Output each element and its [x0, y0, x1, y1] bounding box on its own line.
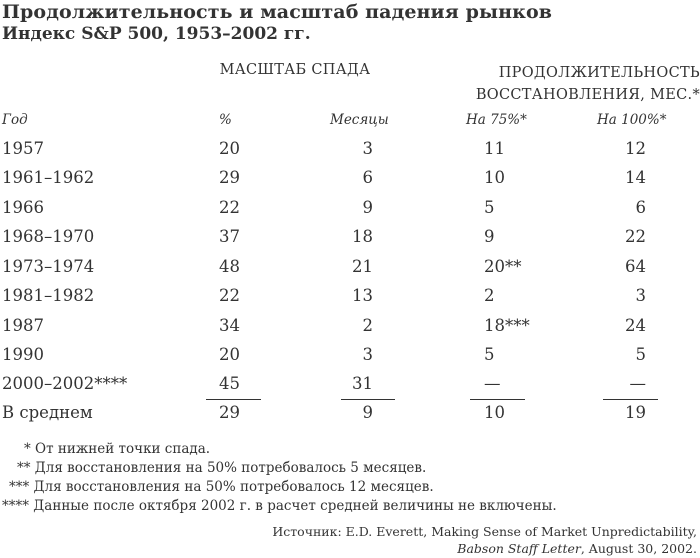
cell-year: 1966 — [2, 198, 44, 217]
source-publication: Babson Staff Letter — [457, 541, 581, 556]
average-months: 9 — [362, 403, 373, 422]
cell-months: 13 — [352, 286, 373, 305]
average-row — [0, 403, 700, 432]
cell-months: 2 — [362, 316, 373, 335]
cell-months: 31 — [352, 374, 373, 393]
cell-recovery-75: 20** — [484, 257, 522, 276]
cell-recovery-75: 5 — [484, 198, 495, 217]
cell-year: 1961–1962 — [2, 168, 95, 187]
column-header-recovery-75: На 75%* — [466, 112, 527, 128]
cell-percent: 22 — [219, 286, 240, 305]
cell-recovery-75: 11 — [484, 139, 505, 158]
table-row — [0, 198, 700, 227]
cell-percent: 22 — [219, 198, 240, 217]
cell-recovery-100: 6 — [635, 198, 646, 217]
rule-percent — [206, 399, 261, 400]
table-row — [0, 316, 700, 345]
cell-months: 3 — [362, 139, 373, 158]
cell-recovery-100: 24 — [625, 316, 646, 335]
average-recovery-100: 19 — [625, 403, 646, 422]
cell-year: 1957 — [2, 139, 44, 158]
cell-percent: 45 — [219, 374, 240, 393]
cell-recovery-75: 9 — [484, 227, 495, 246]
cell-percent: 20 — [219, 139, 240, 158]
column-header-recovery-100: На 100%* — [597, 112, 667, 128]
table-subtitle: Индекс S&P 500, 1953–2002 гг. — [2, 24, 311, 44]
cell-months: 18 — [352, 227, 373, 246]
cell-year: 1973–1974 — [2, 257, 95, 276]
average-label: В среднем — [2, 403, 93, 422]
cell-percent: 29 — [219, 168, 240, 187]
column-header-months: Месяцы — [330, 112, 389, 128]
cell-year: 2000–2002**** — [2, 374, 128, 393]
source-line-2 — [457, 541, 697, 556]
group-header-recovery-line1: ПРОДОЛЖИТЕЛЬНОСТЬ — [498, 65, 700, 81]
source-line-1: Источник: E.D. Everett, Making Sense of Market Unpredictability, — [272, 524, 697, 539]
group-header-decline: МАСШТАБ СПАДА — [219, 62, 371, 78]
cell-percent: 37 — [219, 227, 240, 246]
cell-months: 6 — [362, 168, 373, 187]
cell-recovery-100: 14 — [625, 168, 646, 187]
footnote-1: * От нижней точки спада. — [24, 441, 211, 457]
cell-recovery-75: 18*** — [484, 316, 530, 335]
footnote-4: **** Данные после октября 2002 г. в расчет средней величины не включены. — [2, 498, 557, 514]
cell-recovery-75: — — [484, 374, 501, 393]
cell-recovery-100: 64 — [625, 257, 646, 276]
cell-months: 3 — [362, 345, 373, 364]
cell-recovery-100: 22 — [625, 227, 646, 246]
cell-year: 1990 — [2, 345, 44, 364]
cell-recovery-75: 5 — [484, 345, 495, 364]
average-recovery-75: 10 — [484, 403, 505, 422]
table-row — [0, 257, 700, 286]
cell-recovery-100: 5 — [635, 345, 646, 364]
rule-months — [341, 399, 395, 400]
cell-percent: 48 — [219, 257, 240, 276]
table-row — [0, 168, 700, 197]
rule-recovery-75 — [470, 399, 525, 400]
footnote-3: *** Для восстановления на 50% потребовалось 12 месяцев. — [9, 479, 434, 495]
cell-year: 1981–1982 — [2, 286, 95, 305]
cell-recovery-100: — — [629, 374, 646, 393]
table-row — [0, 286, 700, 315]
group-header-recovery — [435, 62, 700, 106]
cell-year: 1968–1970 — [2, 227, 95, 246]
table-title: Продолжительность и масштаб падения рынков — [2, 1, 553, 23]
footnote-2: ** Для восстановления на 50% потребовалось 5 месяцев. — [17, 460, 427, 476]
table-row — [0, 139, 700, 168]
cell-percent: 20 — [219, 345, 240, 364]
cell-recovery-75: 2 — [484, 286, 495, 305]
column-header-percent: % — [219, 112, 232, 128]
cell-months: 9 — [362, 198, 373, 217]
table-row — [0, 227, 700, 256]
cell-year: 1987 — [2, 316, 44, 335]
group-header-recovery-line2: ВОССТАНОВЛЕНИЯ, МЕС.* — [475, 87, 700, 103]
cell-months: 21 — [352, 257, 373, 276]
cell-recovery-100: 12 — [625, 139, 646, 158]
source-date: , August 30, 2002. — [580, 541, 697, 556]
cell-recovery-100: 3 — [635, 286, 646, 305]
cell-recovery-75: 10 — [484, 168, 505, 187]
rule-recovery-100 — [603, 399, 658, 400]
column-header-year: Год — [2, 112, 28, 128]
average-percent: 29 — [219, 403, 240, 422]
cell-percent: 34 — [219, 316, 240, 335]
table-row — [0, 345, 700, 374]
